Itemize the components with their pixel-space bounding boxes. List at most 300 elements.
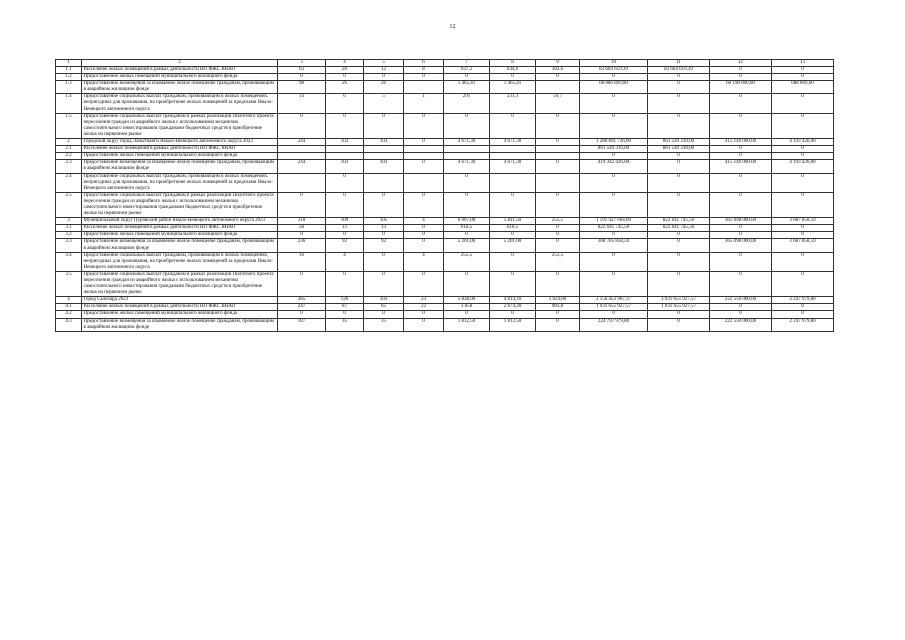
table-header-row bbox=[56, 60, 834, 67]
value-cell: 0 bbox=[536, 225, 580, 232]
value-cell: 83 664 619,39 bbox=[648, 67, 710, 74]
value-cell: 861 549 310,00 bbox=[580, 146, 648, 153]
value-cell: 5 838,90 bbox=[444, 297, 490, 304]
value-cell: 0 bbox=[648, 252, 710, 271]
column-number-cell: 4 bbox=[326, 60, 364, 67]
value-cell: 861 549 310,00 bbox=[648, 139, 710, 146]
value-cell: 0 bbox=[404, 139, 444, 146]
description-cell: Предоставление социальных выплат гражданам в рамках реализации Пилотного проекта переселения граждан из аварийного жилья с использованием механизма самостоятельного инвестирования гражданами бюджетных средств в приобретение жилья на первичном рынке bbox=[82, 113, 278, 138]
value-cell: 231,3 bbox=[490, 94, 536, 113]
value-cell: 1 931 655 927,57 bbox=[648, 304, 710, 311]
row-number-cell: 4.1 bbox=[56, 304, 82, 311]
value-cell: 4 bbox=[404, 252, 444, 271]
description-cell: Предоставление социальных выплат гражданам, проживающим в жилых помещениях, непригодных для проживания, на приобретение жилых помещений за пределами Ямало-Ненецкого автономного округа bbox=[82, 173, 278, 192]
value-cell: 0 bbox=[444, 74, 490, 81]
value-cell: 0 bbox=[364, 232, 404, 239]
value-cell: 224 797 979,80 bbox=[580, 318, 648, 331]
value-cell: 0 bbox=[772, 225, 834, 232]
value-cell: 26 bbox=[364, 81, 404, 94]
value-cell: 0 bbox=[326, 173, 364, 192]
row-number-cell: 4.2 bbox=[56, 311, 82, 318]
value-cell: 107 bbox=[278, 318, 326, 331]
value-cell: 610,5 bbox=[444, 225, 490, 232]
value-cell: 4 193 426,00 bbox=[772, 160, 834, 173]
value-cell: 1 931 655 927,57 bbox=[648, 297, 710, 304]
value-cell: 0 bbox=[648, 113, 710, 138]
value-cell: 0 bbox=[648, 173, 710, 192]
value-cell: 0 bbox=[648, 232, 710, 239]
value-cell: 302,6 bbox=[536, 67, 580, 74]
value-cell: 0 bbox=[404, 239, 444, 252]
value-cell: 222 550 000,00 bbox=[710, 318, 772, 331]
value-cell: 5 bbox=[364, 94, 404, 113]
value-cell: 0 bbox=[404, 113, 444, 138]
value-cell: 415 149 000,00 bbox=[710, 160, 772, 173]
table-row bbox=[56, 139, 834, 146]
value-cell: 0 bbox=[772, 67, 834, 74]
row-number-cell: 1.5 bbox=[56, 113, 82, 138]
value-cell bbox=[444, 153, 490, 160]
value-cell: 0 bbox=[490, 252, 536, 271]
table-row bbox=[56, 311, 834, 318]
value-cell: 0 bbox=[580, 271, 648, 296]
value-cell bbox=[536, 153, 580, 160]
table-row bbox=[56, 218, 834, 225]
value-cell: 4 193 426,00 bbox=[772, 139, 834, 146]
value-cell bbox=[364, 146, 404, 153]
value-cell: 0 bbox=[490, 271, 536, 296]
value-cell: 0 bbox=[326, 113, 364, 138]
value-cell: 0 bbox=[580, 94, 648, 113]
table-row bbox=[56, 304, 834, 311]
value-cell: 0 bbox=[404, 192, 444, 217]
value-cell: 0 bbox=[278, 271, 326, 296]
value-cell: 103 bbox=[326, 160, 364, 173]
value-cell bbox=[278, 173, 326, 192]
column-number-cell: 8 bbox=[490, 60, 536, 67]
description-cell: Предоставление жилых помещений муниципального жилищного фонда bbox=[82, 153, 278, 160]
value-cell: 1 812,50 bbox=[490, 318, 536, 331]
row-number-cell: 2.3 bbox=[56, 160, 82, 173]
value-cell: 0 bbox=[444, 173, 490, 192]
value-cell: 0 bbox=[580, 113, 648, 138]
row-number-cell: 4.3 bbox=[56, 318, 82, 331]
value-cell: 222 550 000,00 bbox=[710, 297, 772, 304]
value-cell: 236 bbox=[278, 239, 326, 252]
column-number-cell: 10 bbox=[580, 60, 648, 67]
value-cell: 1 bbox=[404, 94, 444, 113]
value-cell bbox=[278, 153, 326, 160]
value-cell: 0 bbox=[536, 192, 580, 217]
value-cell: 0 bbox=[710, 304, 772, 311]
value-cell: 255,5 bbox=[536, 218, 580, 225]
value-cell: 5 811,50 bbox=[490, 218, 536, 225]
value-cell: 4 814,10 bbox=[490, 297, 536, 304]
value-cell: 0 bbox=[580, 232, 648, 239]
row-number-cell: 2.5 bbox=[56, 192, 82, 217]
value-cell: 0 bbox=[326, 311, 364, 318]
value-cell: 0 bbox=[404, 160, 444, 173]
value-cell: 4 671,30 bbox=[444, 160, 490, 173]
value-cell bbox=[404, 146, 444, 153]
value-cell: 0 bbox=[404, 225, 444, 232]
value-cell: 0 bbox=[710, 311, 772, 318]
value-cell bbox=[490, 146, 536, 153]
value-cell: 87 bbox=[326, 304, 364, 311]
value-cell: 983,8 bbox=[536, 304, 580, 311]
value-cell: 0 bbox=[772, 173, 834, 192]
description-cell: Расселение жилых помещений в рамках деятельности НО ФЖС ЯНАО bbox=[82, 304, 278, 311]
value-cell: 0 bbox=[772, 252, 834, 271]
value-cell: 109 bbox=[326, 218, 364, 225]
value-cell: 0 bbox=[404, 232, 444, 239]
description-cell: Предоставление социальных выплат гражданам, проживающим в жилых помещениях, непригодных для проживания, на приобретение жилых помещений за пределами Ямало-Ненецкого автономного округа bbox=[82, 252, 278, 271]
description-cell: Предоставление жилых помещений муниципального жилищного фонда bbox=[82, 232, 278, 239]
row-number-cell: 4 bbox=[56, 297, 82, 304]
value-cell: 0 bbox=[648, 160, 710, 173]
value-cell: 0 bbox=[444, 311, 490, 318]
value-cell: 0 bbox=[536, 139, 580, 146]
row-number-cell: 2.1 bbox=[56, 146, 82, 153]
table-row bbox=[56, 252, 834, 271]
value-cell: 610,5 bbox=[490, 225, 536, 232]
column-number-cell: 5 bbox=[364, 60, 404, 67]
row-number-cell: 1.4 bbox=[56, 94, 82, 113]
value-cell: 0 bbox=[278, 311, 326, 318]
value-cell: 368 785 858,59 bbox=[580, 239, 648, 252]
value-cell: 0 bbox=[326, 271, 364, 296]
value-cell bbox=[404, 81, 444, 94]
value-cell: 0 bbox=[278, 192, 326, 217]
value-cell bbox=[326, 146, 364, 153]
description-cell: Город Салехард 2023 bbox=[82, 297, 278, 304]
value-cell bbox=[536, 146, 580, 153]
value-cell: 0 bbox=[772, 232, 834, 239]
value-cell bbox=[536, 81, 580, 94]
value-cell: 105 bbox=[364, 218, 404, 225]
value-cell: 103 bbox=[364, 297, 404, 304]
value-cell: 6 bbox=[326, 94, 364, 113]
value-cell: 1 191 427 604,09 bbox=[580, 218, 648, 225]
value-cell: 0 bbox=[772, 304, 834, 311]
value-cell: 4 671,30 bbox=[444, 139, 490, 146]
value-cell: 0 bbox=[772, 192, 834, 217]
value-cell: 103 bbox=[326, 139, 364, 146]
value-cell: 1 465,41 bbox=[444, 81, 490, 94]
table-row bbox=[56, 94, 834, 113]
value-cell: 92 bbox=[364, 239, 404, 252]
value-cell: 1 280 891 736,00 bbox=[580, 139, 648, 146]
value-cell: 98 bbox=[278, 81, 326, 94]
value-cell: 83 664 619,39 bbox=[580, 67, 648, 74]
value-cell: 0 bbox=[710, 113, 772, 138]
value-cell: 20 bbox=[326, 67, 364, 74]
table-row bbox=[56, 225, 834, 232]
value-cell: 0 bbox=[772, 94, 834, 113]
value-cell: 0 bbox=[404, 318, 444, 331]
row-number-cell: 2.2 bbox=[56, 153, 82, 160]
value-cell bbox=[444, 146, 490, 153]
table-row bbox=[56, 160, 834, 173]
description-cell: Предоставление жилых помещений муниципального жилищного фонда bbox=[82, 74, 278, 81]
value-cell: 0 bbox=[710, 225, 772, 232]
value-cell: 0 bbox=[444, 271, 490, 296]
row-number-cell: 2.4 bbox=[56, 173, 82, 192]
value-cell: 0 bbox=[278, 74, 326, 81]
value-cell: 822 641 745,50 bbox=[580, 225, 648, 232]
value-cell: 0 bbox=[490, 113, 536, 138]
row-number-cell: 1.3 bbox=[56, 81, 82, 94]
description-cell: Предоставление жилых помещений муниципального жилищного фонда bbox=[82, 311, 278, 318]
value-cell: 0 bbox=[710, 146, 772, 153]
row-number-cell: 3.1 bbox=[56, 225, 82, 232]
value-cell: 5 201,00 bbox=[490, 239, 536, 252]
value-cell: 0 bbox=[326, 192, 364, 217]
row-number-cell: 3.4 bbox=[56, 252, 82, 271]
table-row bbox=[56, 318, 834, 331]
value-cell bbox=[278, 146, 326, 153]
column-number-cell: 2 bbox=[82, 60, 278, 67]
value-cell: 0 bbox=[710, 192, 772, 217]
value-cell: 0 bbox=[490, 311, 536, 318]
value-cell: 0 bbox=[536, 160, 580, 173]
value-cell: 688 869,00 bbox=[772, 81, 834, 94]
column-number-cell: 6 bbox=[404, 60, 444, 67]
value-cell: 365 098 000,00 bbox=[710, 239, 772, 252]
value-cell bbox=[326, 153, 364, 160]
value-cell: 0 bbox=[710, 252, 772, 271]
value-cell: 103 bbox=[364, 160, 404, 173]
value-cell: 0 bbox=[490, 232, 536, 239]
value-cell: 0 bbox=[710, 271, 772, 296]
value-cell: 3 858 bbox=[444, 304, 490, 311]
value-cell: 1 812,50 bbox=[444, 318, 490, 331]
description-cell: Муниципальный округ Пуровский район Ямало-Ненецкого автономного округа 2023 bbox=[82, 218, 278, 225]
value-cell: 0 bbox=[772, 74, 834, 81]
table-row bbox=[56, 232, 834, 239]
value-cell: 0 bbox=[536, 232, 580, 239]
value-cell: 1 465,41 bbox=[490, 81, 536, 94]
value-cell: 2 156 453 907,37 bbox=[580, 297, 648, 304]
column-number-cell: 11 bbox=[648, 60, 710, 67]
value-cell bbox=[404, 173, 444, 192]
value-cell: 244 bbox=[278, 139, 326, 146]
value-cell: 0 bbox=[648, 311, 710, 318]
value-cell bbox=[364, 153, 404, 160]
table-row bbox=[56, 192, 834, 217]
value-cell: 861 549 310,00 bbox=[648, 146, 710, 153]
value-cell: 2 874,20 bbox=[490, 304, 536, 311]
column-number-cell: 7 bbox=[444, 60, 490, 67]
value-cell: 13 bbox=[364, 225, 404, 232]
value-cell: 5 201,00 bbox=[444, 239, 490, 252]
value-cell: 14 bbox=[278, 94, 326, 113]
value-cell: 0 bbox=[648, 153, 710, 160]
value-cell: 419 342 426,00 bbox=[580, 160, 648, 173]
description-cell: Предоставление возмещения за изымаемое жилое помещение гражданам, проживающим в аварийном жилищном фонде bbox=[82, 318, 278, 331]
value-cell: 0 bbox=[648, 239, 710, 252]
value-cell: 0 bbox=[710, 153, 772, 160]
column-number-cell: 12 bbox=[710, 60, 772, 67]
value-cell: 0 bbox=[580, 74, 648, 81]
value-cell: 365 098 000,00 bbox=[710, 218, 772, 225]
row-number-cell: 3 bbox=[56, 218, 82, 225]
value-cell: 0 bbox=[404, 74, 444, 81]
value-cell: 0 bbox=[710, 74, 772, 81]
value-cell: 0 bbox=[772, 271, 834, 296]
value-cell: 4 671,30 bbox=[490, 160, 536, 173]
table-row bbox=[56, 74, 834, 81]
value-cell: 4 671,30 bbox=[490, 139, 536, 146]
value-cell: 12 bbox=[364, 67, 404, 74]
value-cell: 0 bbox=[648, 192, 710, 217]
page-number: 12 bbox=[449, 24, 456, 30]
column-number-cell: 13 bbox=[772, 60, 834, 67]
value-cell: 0 bbox=[648, 318, 710, 331]
value-cell: 2 247 979,80 bbox=[772, 318, 834, 331]
description-cell: Предоставление возмещения за изымаемое жилое помещение гражданам, проживающим в аварийном жилищном фонде bbox=[82, 239, 278, 252]
table-row bbox=[56, 297, 834, 304]
value-cell: 59,7 bbox=[536, 94, 580, 113]
housing-relocation-table bbox=[55, 59, 834, 332]
value-cell: 0 bbox=[648, 74, 710, 81]
value-cell: 0 bbox=[580, 252, 648, 271]
description-cell: Предоставление возмещения за изымаемое жилое помещение гражданам, проживающим в аварийном жилищном фонде bbox=[82, 160, 278, 173]
value-cell: 65 bbox=[364, 304, 404, 311]
value-cell: 0 bbox=[364, 252, 404, 271]
description-cell: Расселение жилых помещений в рамках деятельности НО ФЖС ЯНАО bbox=[82, 67, 278, 74]
value-cell bbox=[490, 153, 536, 160]
value-cell: 0 bbox=[404, 271, 444, 296]
value-cell: 0 bbox=[580, 173, 648, 192]
value-cell: 0 bbox=[536, 239, 580, 252]
value-cell: 4 bbox=[404, 218, 444, 225]
value-cell: 0 bbox=[648, 271, 710, 296]
value-cell: 822 641 745,50 bbox=[648, 225, 710, 232]
value-cell: 6 067,00 bbox=[444, 218, 490, 225]
table-row bbox=[56, 153, 834, 160]
value-cell: 92 bbox=[326, 239, 364, 252]
value-cell: 0 bbox=[536, 271, 580, 296]
table-row bbox=[56, 239, 834, 252]
value-cell: 937,2 bbox=[444, 67, 490, 74]
value-cell: 63 bbox=[278, 67, 326, 74]
value-cell: 0 bbox=[536, 113, 580, 138]
value-cell: 0 bbox=[772, 311, 834, 318]
table-row bbox=[56, 146, 834, 153]
value-cell bbox=[364, 173, 404, 192]
value-cell: 0 bbox=[278, 232, 326, 239]
value-cell: 0 bbox=[710, 173, 772, 192]
value-cell: 0 bbox=[772, 153, 834, 160]
table-row bbox=[56, 81, 834, 94]
value-cell: 3 687 858,59 bbox=[772, 218, 834, 225]
value-cell: 0 bbox=[444, 192, 490, 217]
row-number-cell: 3.5 bbox=[56, 271, 82, 296]
value-cell: 0 bbox=[404, 311, 444, 318]
description-cell: Предоставление социальных выплат гражданам в рамках реализации Пилотного проекта переселения граждан из аварийного жилья с использованием механизма самостоятельного инвестирования гражданами бюджетных средств в приобретение жилья на первичном рынке bbox=[82, 271, 278, 296]
value-cell: 0 bbox=[772, 113, 834, 138]
value-cell bbox=[490, 173, 536, 192]
value-cell: 0 bbox=[490, 74, 536, 81]
row-number-cell: 2 bbox=[56, 139, 82, 146]
value-cell: 58 bbox=[278, 225, 326, 232]
value-cell: 0 bbox=[326, 232, 364, 239]
value-cell: 310 bbox=[278, 218, 326, 225]
value-cell: 2 247 979,80 bbox=[772, 297, 834, 304]
row-number-cell: 1.1 bbox=[56, 67, 82, 74]
value-cell: 0 bbox=[364, 113, 404, 138]
value-cell: 68 886 869,00 bbox=[580, 81, 648, 94]
value-cell: 0 bbox=[278, 113, 326, 138]
value-cell: 68 198 000,00 bbox=[710, 81, 772, 94]
value-cell: 4 bbox=[326, 252, 364, 271]
value-cell: 0 bbox=[580, 192, 648, 217]
value-cell: 0 bbox=[710, 67, 772, 74]
value-cell: 0 bbox=[536, 74, 580, 81]
value-cell: 16 bbox=[278, 252, 326, 271]
value-cell: 22 bbox=[404, 304, 444, 311]
description-cell: Предоставление социальных выплат гражданам, проживающим в жилых помещениях, непригодных для проживания, на приобретение жилых помещений за пределами Ямало-Ненецкого автономного округа bbox=[82, 94, 278, 113]
table-row bbox=[56, 271, 834, 296]
value-cell: 0 bbox=[580, 311, 648, 318]
description-cell: Расселение жилых помещений в рамках деятельности НО ФЖС ЯНАО bbox=[82, 146, 278, 153]
description-cell: Предоставление возмещения за изымаемое жилое помещение гражданам, проживающим в аварийном жилищном фонде bbox=[82, 81, 278, 94]
value-cell: 0 bbox=[490, 192, 536, 217]
value-cell: 247 bbox=[278, 304, 326, 311]
value-cell: 634,6 bbox=[490, 67, 536, 74]
value-cell: 0 bbox=[364, 192, 404, 217]
value-cell: 13 bbox=[326, 225, 364, 232]
column-number-cell: 9 bbox=[536, 60, 580, 67]
value-cell: 35 bbox=[364, 318, 404, 331]
value-cell: 35 bbox=[326, 318, 364, 331]
value-cell: 0 bbox=[364, 74, 404, 81]
value-cell: 822 641 745,50 bbox=[648, 218, 710, 225]
value-cell: 255,5 bbox=[536, 252, 580, 271]
row-number-cell: 3.2 bbox=[56, 232, 82, 239]
description-cell: Расселение жилых помещений в рамках деятельности НО ФЖС ЯНАО bbox=[82, 225, 278, 232]
value-cell: 23 bbox=[404, 297, 444, 304]
value-cell: 8 bbox=[404, 67, 444, 74]
value-cell: 0 bbox=[648, 94, 710, 113]
value-cell: 0 bbox=[648, 81, 710, 94]
value-cell: 415 149 000,00 bbox=[710, 139, 772, 146]
column-number-cell: 3 bbox=[278, 60, 326, 67]
value-cell: 0 bbox=[536, 318, 580, 331]
column-number-cell: 1 bbox=[56, 60, 82, 67]
table-row bbox=[56, 173, 834, 192]
description-cell: Городской округ город Лабытнанги Ямало-Ненецкого автономного округа 2023 bbox=[82, 139, 278, 146]
value-cell: 385 bbox=[278, 297, 326, 304]
value-cell: 0 bbox=[444, 232, 490, 239]
value-cell: 0 bbox=[772, 146, 834, 153]
value-cell: 0 bbox=[710, 94, 772, 113]
table-row bbox=[56, 113, 834, 138]
value-cell: 0 bbox=[580, 153, 648, 160]
value-cell: 244 bbox=[278, 160, 326, 173]
row-number-cell: 1.2 bbox=[56, 74, 82, 81]
description-cell: Предоставление социальных выплат гражданам в рамках реализации Пилотного проекта переселения граждан из аварийного жилья с использованием механизма самостоятельного инвестирования гражданами бюджетных средств в приобретение жилья на первичном рынке bbox=[82, 192, 278, 217]
value-cell: 291 bbox=[444, 94, 490, 113]
value-cell: 1 024,80 bbox=[536, 297, 580, 304]
value-cell: 0 bbox=[364, 271, 404, 296]
row-number-cell: 3.3 bbox=[56, 239, 82, 252]
value-cell: 3 687 858,59 bbox=[772, 239, 834, 252]
value-cell: 255,5 bbox=[444, 252, 490, 271]
value-cell: 0 bbox=[364, 311, 404, 318]
value-cell: 26 bbox=[326, 81, 364, 94]
